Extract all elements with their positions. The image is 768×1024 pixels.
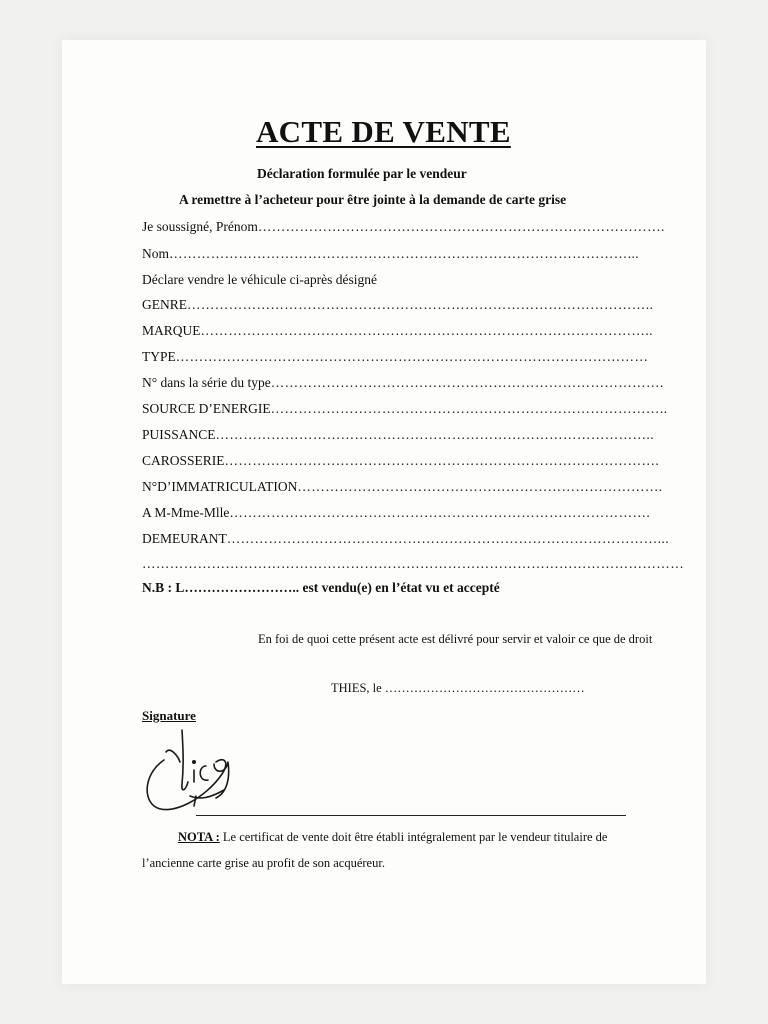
field-immatriculation (142, 479, 663, 499)
declaration-line (142, 272, 618, 292)
nb-note: N.B : L…………………….. est vendu(e) en l’état vu et accepté (142, 580, 500, 595)
field-label: A M-Mme-Mlle (142, 505, 230, 520)
field-label: N°D’IMMATRICULATION (142, 479, 298, 494)
field-label: CAROSSERIE (142, 453, 225, 468)
nota-label: NOTA : (178, 830, 220, 844)
field-blank: …………………………………………………………………………………... (226, 531, 669, 546)
nota-text-line2: l’ancienne carte grise au profit de son acquéreur. (142, 856, 385, 870)
signature-label: Signature (142, 708, 196, 723)
field-carosserie (142, 453, 660, 473)
field-nom (142, 246, 640, 266)
field-blank: …………………………………………………………………………………. (224, 453, 660, 468)
field-label: PUISSANCE (142, 427, 216, 442)
field-blank: …………………………………………………………………………………….. (200, 323, 653, 338)
field-blank: ………………………………………………………………………………….. (215, 427, 654, 442)
field-blank: ……………………………………………………………………………………….. (187, 297, 654, 312)
field-demeurant (142, 531, 669, 551)
place-date-line: THIES, le ………………………………………… (331, 681, 585, 695)
field-label: N° dans la série du type (142, 375, 271, 390)
statement-text: En foi de quoi cette présent acte est délivré pour servir et valoir ce que de droit (258, 632, 653, 646)
declaration-text: Déclare vendre le véhicule ci-après désigné (142, 272, 377, 287)
field-prenom (142, 219, 665, 239)
nota-first-line (178, 830, 607, 845)
field-source-energie (142, 401, 668, 421)
document-subtitle: Déclaration formulée par le vendeur (257, 166, 467, 181)
signature-rule (196, 815, 626, 816)
field-label: Nom (142, 246, 169, 261)
field-label: GENRE (142, 297, 187, 312)
field-marque (142, 323, 653, 343)
field-blank: …………………………………………………………………………. (270, 375, 664, 390)
field-numero-serie (142, 375, 664, 395)
field-type (142, 349, 649, 369)
field-label: Je soussigné, Prénom (142, 219, 258, 234)
document-instruction: A remettre à l’acheteur pour être jointe à la demande de carte grise (179, 192, 567, 207)
field-label: TYPE (142, 349, 176, 364)
field-continuation (142, 556, 685, 576)
handwritten-signature (140, 726, 250, 821)
field-acquereur (142, 505, 651, 525)
field-genre (142, 297, 654, 317)
field-blank: ……………………………………………………………………………………………………… (142, 556, 685, 571)
field-blank: ………………………………………………………………………………. (229, 505, 651, 520)
field-label: SOURCE D’ENERGIE (142, 401, 271, 416)
nota-text-line1: Le certificat de vente doit être établi intégralement par le vendeur titulaire de (219, 830, 608, 844)
field-puissance (142, 427, 654, 447)
field-label: DEMEURANT (142, 531, 227, 546)
field-blank: ………………………………………………………………………………………… (175, 349, 649, 364)
field-blank: ……………………………………………………………………. (297, 479, 663, 494)
field-blank: ………………………………………………………………………….. (270, 401, 668, 416)
document-title: ACTE DE VENTE (256, 114, 511, 149)
field-label: MARQUE (142, 323, 201, 338)
field-blank: ………………………………………………………………………………………... (169, 246, 640, 261)
field-blank: ……………………………………………………………………………. (257, 219, 665, 234)
